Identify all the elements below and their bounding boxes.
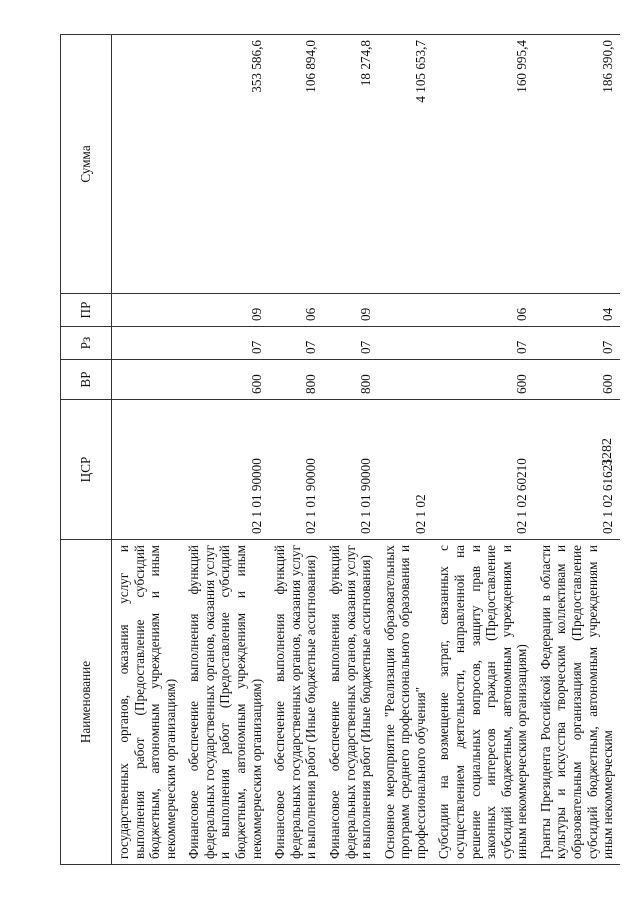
row-vr <box>378 360 433 400</box>
header-pr: ПР <box>61 294 112 327</box>
row-name: Субсидии на возмещение затрат, связанных с осуществлением деятельности, направленной на решение социальных вопросов, защиту прав и законных интересов граждан (Предоставление субсидий бюджетным, автономным учреждениям и иным некоммерческим организациям) <box>432 540 533 865</box>
row-rz: 07 <box>182 327 268 360</box>
row-vr: 800 <box>323 360 378 400</box>
row-pr <box>112 294 183 327</box>
row-pr: 06 <box>268 294 323 327</box>
row-vr: 600 <box>182 360 268 400</box>
row-name: Финансовое обеспечение выполнения функций федеральных государственных органов, оказания услуг и выполнения работ (Предоставление субсидий бюджетным, автономным учреждениям и иным некоммерческим организациям) <box>182 540 268 865</box>
row-sum: 18 274,8 <box>323 35 378 294</box>
row-name: Финансовое обеспечение выполнения функций федеральных государственных органов, оказания услуг и выполнения работ (Иные бюджетные ассигнования) <box>323 540 378 865</box>
row-vr: 600 <box>534 360 620 400</box>
row-vr: 800 <box>268 360 323 400</box>
table-row <box>378 35 433 865</box>
row-csr: 02 1 02 61621 <box>534 400 620 540</box>
table-header-row <box>61 35 112 865</box>
row-pr: 09 <box>182 294 268 327</box>
table-row <box>534 35 620 865</box>
table-row <box>432 35 533 865</box>
row-name: Основное мероприятие "Реализация образовательных программ среднего профессионального образования и профессионального обучения" <box>378 540 433 865</box>
row-rz: 07 <box>534 327 620 360</box>
row-sum: 353 586,6 <box>182 35 268 294</box>
row-sum <box>112 35 183 294</box>
row-name: государственных органов, оказания услуг и выполнения работ (Предоставление субсидий бюджетным, автономным учреждениям и иным некоммерческим организациям) <box>112 540 183 865</box>
row-sum: 4 105 653,7 <box>378 35 433 294</box>
header-sum: Сумма <box>61 35 112 294</box>
row-csr: 02 1 01 90000 <box>268 400 323 540</box>
row-sum: 160 995,4 <box>432 35 533 294</box>
row-pr: 09 <box>323 294 378 327</box>
row-csr: 02 1 01 90000 <box>182 400 268 540</box>
header-name: Наименование <box>61 540 112 865</box>
row-rz: 07 <box>268 327 323 360</box>
page-number: 3282 <box>600 438 615 466</box>
row-pr <box>378 294 433 327</box>
table-row <box>112 35 183 865</box>
row-vr: 600 <box>432 360 533 400</box>
table-row <box>182 35 268 865</box>
row-csr: 02 1 02 <box>378 400 433 540</box>
header-rz: Рз <box>61 327 112 360</box>
row-csr <box>112 400 183 540</box>
row-rz: 07 <box>323 327 378 360</box>
row-name: Финансовое обеспечение выполнения функций федеральных государственных органов, оказания услуг и выполнения работ (Иные бюджетные ассигнования) <box>268 540 323 865</box>
row-vr <box>112 360 183 400</box>
row-pr: 06 <box>432 294 533 327</box>
budget-table <box>60 34 620 865</box>
row-csr: 02 1 01 90000 <box>323 400 378 540</box>
row-rz: 07 <box>432 327 533 360</box>
row-sum: 186 390,0 <box>534 35 620 294</box>
row-csr: 02 1 02 60210 <box>432 400 533 540</box>
header-csr: ЦСР <box>61 400 112 540</box>
row-pr: 04 <box>534 294 620 327</box>
table-row <box>268 35 323 865</box>
table-row <box>323 35 378 865</box>
row-rz <box>112 327 183 360</box>
row-sum: 106 894,0 <box>268 35 323 294</box>
header-vr: ВР <box>61 360 112 400</box>
row-name: Гранты Президента Российской Федерации в области культуры и искусства творческим коллективам и образовательным организациям (Предоставление субсидий бюджетным, автономным учреждениям и иным некоммерческим <box>534 540 620 865</box>
row-rz <box>378 327 433 360</box>
